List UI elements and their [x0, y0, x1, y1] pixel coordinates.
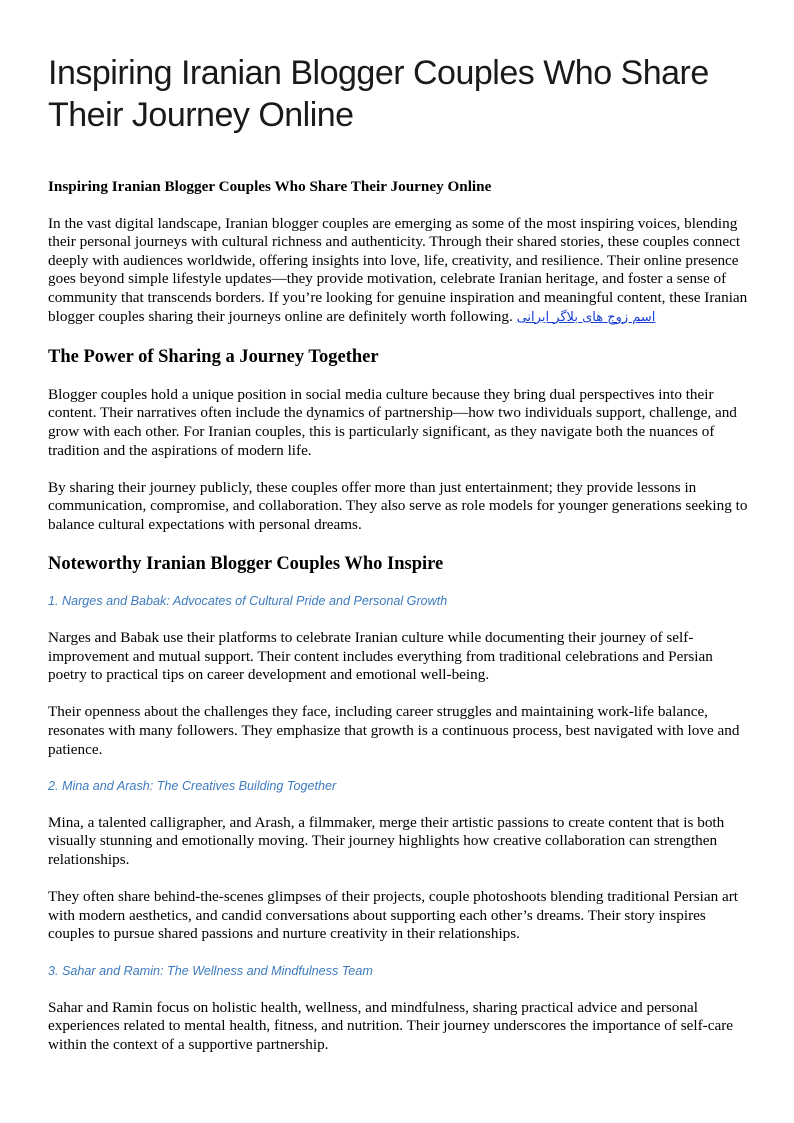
section-heading-couples: Noteworthy Iranian Blogger Couples Who Inspire	[48, 554, 444, 575]
document-body	[48, 178, 748, 1073]
couple-heading-mina-arash: 2. Mina and Arash: The Creatives Building Together	[48, 778, 337, 793]
sahar-ramin-paragraph-1: Sahar and Ramin focus on holistic health, wellness, and mindfulness, sharing practical advice and personal experiences related to mental health, fitness, and nutrition. Their journey underscores the importance of self-care within the context of a supportive partnership.	[48, 998, 734, 1053]
article-subtitle: Inspiring Iranian Blogger Couples Who Share Their Journey Online	[48, 178, 492, 195]
couple-heading-narges-babak: 1. Narges and Babak: Advocates of Cultural Pride and Personal Growth	[48, 594, 448, 609]
power-paragraph-2: By sharing their journey publicly, these couples offer more than just entertainment; they provide lessons in communication, compromise, and collaboration. They also serve as role models for younger generations seeking to balance cultural expectations with personal dreams.	[48, 478, 748, 533]
narges-babak-paragraph-1: Narges and Babak use their platforms to celebrate Iranian culture while documenting their journey of self-improvement and mutual support. Their content includes everything from traditional celebrations and Persian poetry to practical tips on career development and emotional well-being.	[48, 629, 713, 684]
intro-text: In the vast digital landscape, Iranian blogger couples are emerging as some of the most inspiring voices, blending their personal journeys with cultural richness and authenticity. Through their shared stories, these couples connect deeply with audiences worldwide, offering insights into love, life, creativity, and resilience. Their online presence goes beyond simple lifestyle updates—they provide motivation, celebrate Iranian heritage, and foster a sense of community that transcends borders. If you’re looking for genuine inspiration and meaningful content, these Iranian blogger couples sharing their journeys online are definitely worth following.	[48, 214, 748, 325]
power-paragraph-1: Blogger couples hold a unique position in social media culture because they bring dual perspectives into their content. Their narratives often include the dynamics of partnership—how two individuals support, challenge, and grow with each other. For Iranian couples, this is particularly significant, as they navigate both the nuances of tradition and the aspirations of modern life.	[48, 385, 737, 459]
couple-heading-sahar-ramin: 3. Sahar and Ramin: The Wellness and Mindfulness Team	[48, 963, 373, 978]
mina-arash-paragraph-2: They often share behind-the-scenes glimpses of their projects, couple photoshoots blending traditional Persian art with modern aesthetics, and candid conversations about supporting each other’s dreams. Their story inspires couples to pursue shared passions and nurture creativity in their relationships.	[48, 888, 739, 943]
document-title: Inspiring Iranian Blogger Couples Who Share Their Journey Online	[48, 54, 709, 134]
intro-paragraph	[48, 215, 748, 328]
persian-link[interactable]: اسم زوج های بلاگر ایرانی	[516, 309, 656, 325]
section-heading-power: The Power of Sharing a Journey Together	[48, 346, 379, 367]
mina-arash-paragraph-1: Mina, a talented calligrapher, and Arash, a filmmaker, merge their artistic passions to create content that is both visually stunning and emotionally moving. Their journey highlights how creative collaboration can strengthen relationships.	[48, 813, 725, 869]
narges-babak-paragraph-2: Their openness about the challenges they face, including career struggles and maintaining work-life balance, resonates with many followers. They emphasize that growth is a continuous process, best navigated with love and patience.	[48, 703, 740, 758]
